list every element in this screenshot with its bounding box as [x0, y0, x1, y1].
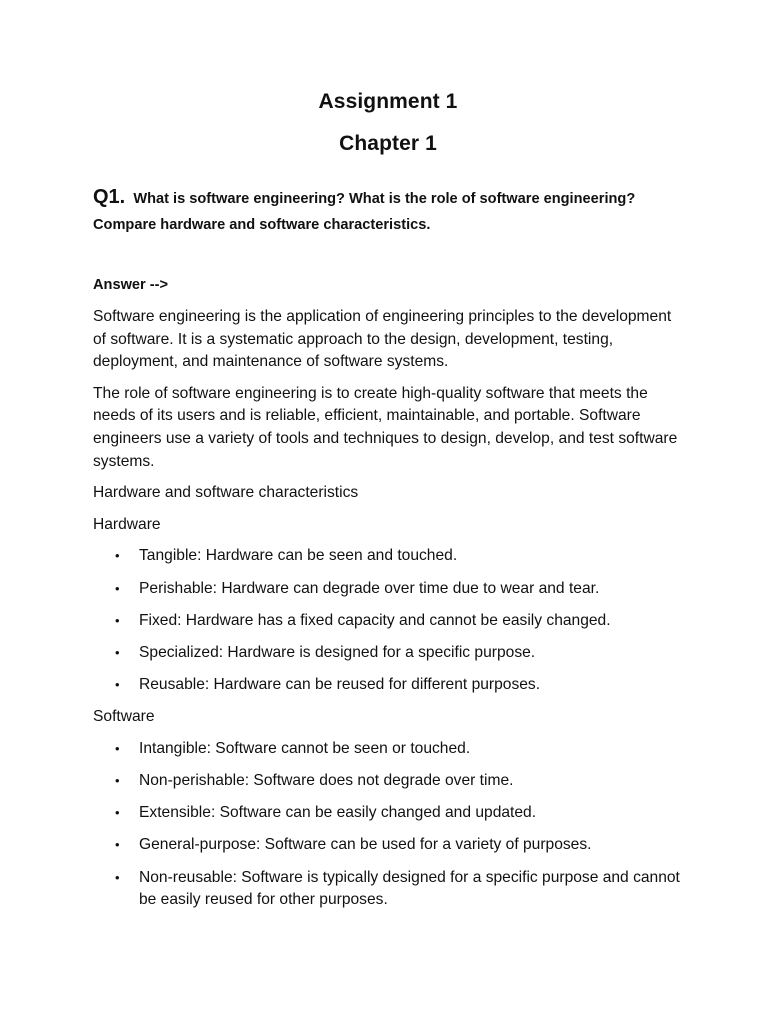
list-item: [93, 834, 683, 857]
list-item-text: Perishable: Hardware can degrade over time due to wear and tear.: [139, 579, 600, 597]
document-page: [93, 88, 683, 921]
bullet-icon: •: [115, 773, 120, 789]
list-item: [93, 770, 683, 793]
bullet-icon: •: [115, 580, 120, 596]
list-item-text: Intangible: Software cannot be seen or touched.: [139, 739, 471, 757]
answer-paragraph-role: The role of software engineering is to create high-quality software that meets the needs of its users and is reliable, efficient, maintainable, and portable. Software engineers use a variety of tools and techniques to design, develop, and test software systems.: [93, 384, 678, 470]
bullet-icon: •: [115, 677, 120, 693]
question-block: [93, 184, 683, 238]
list-item: [93, 578, 683, 601]
bullet-icon: •: [115, 548, 120, 564]
list-item: [93, 674, 683, 697]
bullet-icon: •: [115, 869, 120, 885]
list-item: [93, 738, 683, 761]
list-item-text: Extensible: Software can be easily changed and updated.: [139, 804, 537, 822]
question-number: Q1.: [93, 186, 126, 208]
hardware-list: [93, 545, 683, 696]
list-item: [93, 642, 683, 665]
list-item-text: Reusable: Hardware can be reused for different purposes.: [139, 676, 541, 694]
list-item-text: Non-perishable: Software does not degrade over time.: [139, 772, 514, 790]
comparison-heading: Hardware and software characteristics: [93, 484, 359, 502]
assignment-title: Assignment 1: [318, 90, 458, 113]
answer-label: Answer -->: [93, 277, 169, 293]
list-item-text: Specialized: Hardware is designed for a specific purpose.: [139, 643, 536, 661]
list-item-text: Fixed: Hardware has a fixed capacity and cannot be easily changed.: [139, 611, 611, 629]
software-list: [93, 738, 683, 912]
list-item-text: General-purpose: Software can be used for a variety of purposes.: [139, 836, 592, 854]
list-item: [93, 610, 683, 633]
bullet-icon: •: [115, 612, 120, 628]
list-item: [93, 867, 683, 912]
hardware-heading: Hardware: [93, 515, 161, 533]
list-item: [93, 545, 683, 568]
bullet-icon: •: [115, 805, 120, 821]
list-item-text: Tangible: Hardware can be seen and touched.: [139, 547, 458, 565]
chapter-title: Chapter 1: [339, 132, 437, 155]
answer-paragraph-definition: Software engineering is the application of engineering principles to the development of software. It is a systematic approach to the design, development, testing, deployment, and maintenance of software systems.: [93, 308, 672, 371]
bullet-icon: •: [115, 837, 120, 853]
bullet-icon: •: [115, 644, 120, 660]
list-item-text: Non-reusable: Software is typically designed for a specific purpose and cannot be easily reused for other purposes.: [139, 868, 680, 909]
list-item: [93, 802, 683, 825]
bullet-icon: •: [115, 740, 120, 756]
software-heading: Software: [93, 708, 155, 726]
question-text: What is software engineering? What is the role of software engineering? Compare hardware and software characteristics.: [93, 191, 636, 233]
